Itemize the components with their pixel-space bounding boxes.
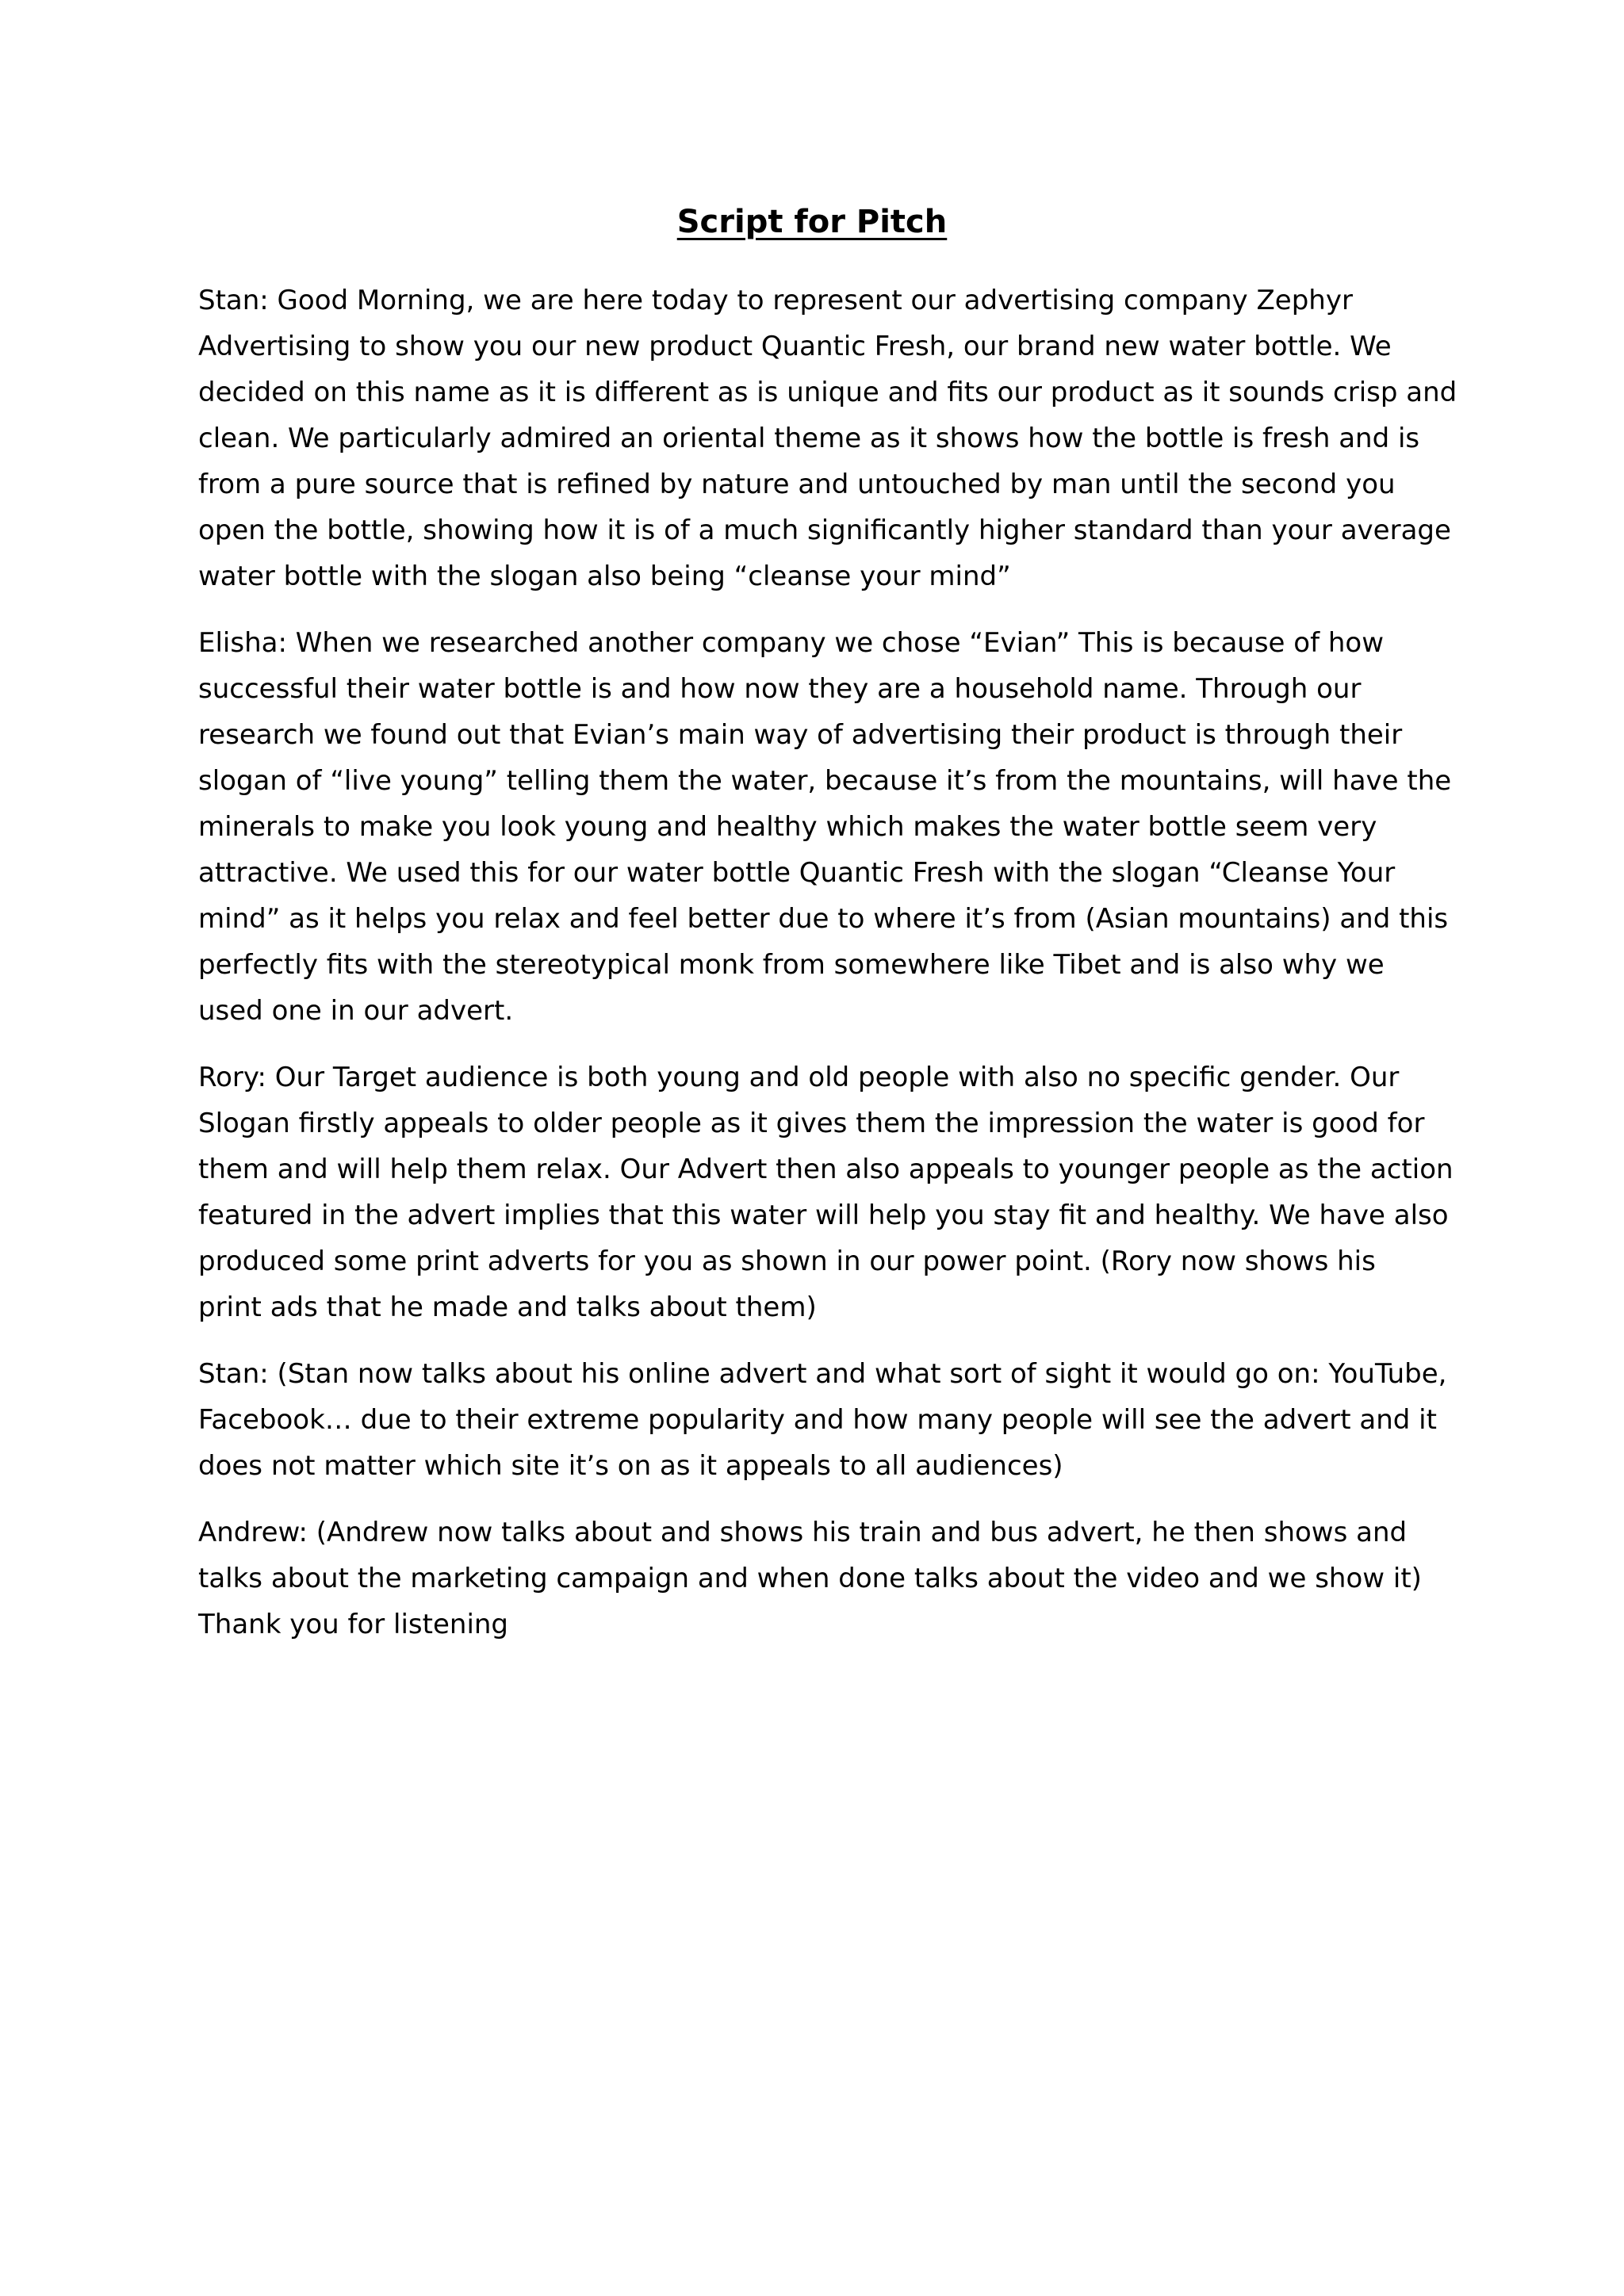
text-line: slogan of “live young” telling them the water, because it’s from the mountains, will have the bbox=[198, 765, 1452, 797]
text-line: from a pure source that is refined by nature and untouched by man until the second you bbox=[198, 469, 1396, 500]
text-line: Thank you for listening bbox=[198, 1609, 509, 1640]
text-line: Stan: Good Morning, we are here today to represent our advertising company Zephyr bbox=[198, 285, 1353, 316]
text-line: featured in the advert implies that this water will help you stay fit and healthy. We have also bbox=[198, 1200, 1449, 1231]
paragraph-stan-online bbox=[198, 1351, 1447, 1489]
text-line: does not matter which site it’s on as it appeals to all audiences) bbox=[198, 1450, 1063, 1482]
text-line: decided on this name as it is different as is unique and fits our product as it sounds crisp and bbox=[198, 377, 1457, 408]
paragraph-rory bbox=[198, 1054, 1454, 1330]
paragraph-stan-intro bbox=[198, 277, 1457, 599]
text-line: produced some print adverts for you as shown in our power point. (Rory now shows his bbox=[198, 1246, 1376, 1277]
text-line: Andrew: (Andrew now talks about and shows his train and bus advert, he then shows and bbox=[198, 1517, 1408, 1548]
text-line: used one in our advert. bbox=[198, 995, 514, 1027]
page-title: Script for Pitch bbox=[676, 204, 948, 240]
paragraph-andrew bbox=[198, 1510, 1443, 1647]
paragraph-elisha bbox=[198, 620, 1452, 1034]
text-line: Rory: Our Target audience is both young and old people with also no specific gender. Our bbox=[198, 1062, 1400, 1093]
text-line: open the bottle, showing how it is of a much significantly higher standard than your average bbox=[198, 515, 1451, 546]
text-line: Slogan firstly appeals to older people as it gives them the impression the water is good for bbox=[198, 1108, 1425, 1139]
text-line: clean. We particularly admired an oriental theme as it shows how the bottle is fresh and is bbox=[198, 423, 1420, 454]
text-line: print ads that he made and talks about them) bbox=[198, 1292, 817, 1323]
text-line: mind” as it helps you relax and feel better due to where it’s from (Asian mountains) and this bbox=[198, 903, 1449, 935]
text-line: Facebook… due to their extreme popularity and how many people will see the advert and it bbox=[198, 1404, 1437, 1436]
text-line: Stan: (Stan now talks about his online advert and what sort of sight it would go on: YouTube, bbox=[198, 1358, 1447, 1390]
text-line: talks about the marketing campaign and when done talks about the video and we show it) bbox=[198, 1563, 1422, 1594]
text-line: water bottle with the slogan also being “cleanse your mind” bbox=[198, 561, 1011, 592]
text-line: attractive. We used this for our water bottle Quantic Fresh with the slogan “Cleanse Your bbox=[198, 857, 1396, 889]
text-line: minerals to make you look young and healthy which makes the water bottle seem very bbox=[198, 811, 1377, 843]
document-body bbox=[198, 277, 1457, 1668]
text-line: research we found out that Evian’s main way of advertising their product is through their bbox=[198, 719, 1403, 751]
text-line: perfectly fits with the stereotypical monk from somewhere like Tibet and is also why we bbox=[198, 949, 1385, 981]
text-line: Elisha: When we researched another company we chose “Evian” This is because of how bbox=[198, 627, 1385, 659]
text-line: successful their water bottle is and how now they are a household name. Through our bbox=[198, 673, 1362, 705]
text-line: them and will help them relax. Our Advert then also appeals to younger people as the action bbox=[198, 1154, 1454, 1185]
text-line: Advertising to show you our new product Quantic Fresh, our brand new water bottle. We bbox=[198, 331, 1392, 362]
